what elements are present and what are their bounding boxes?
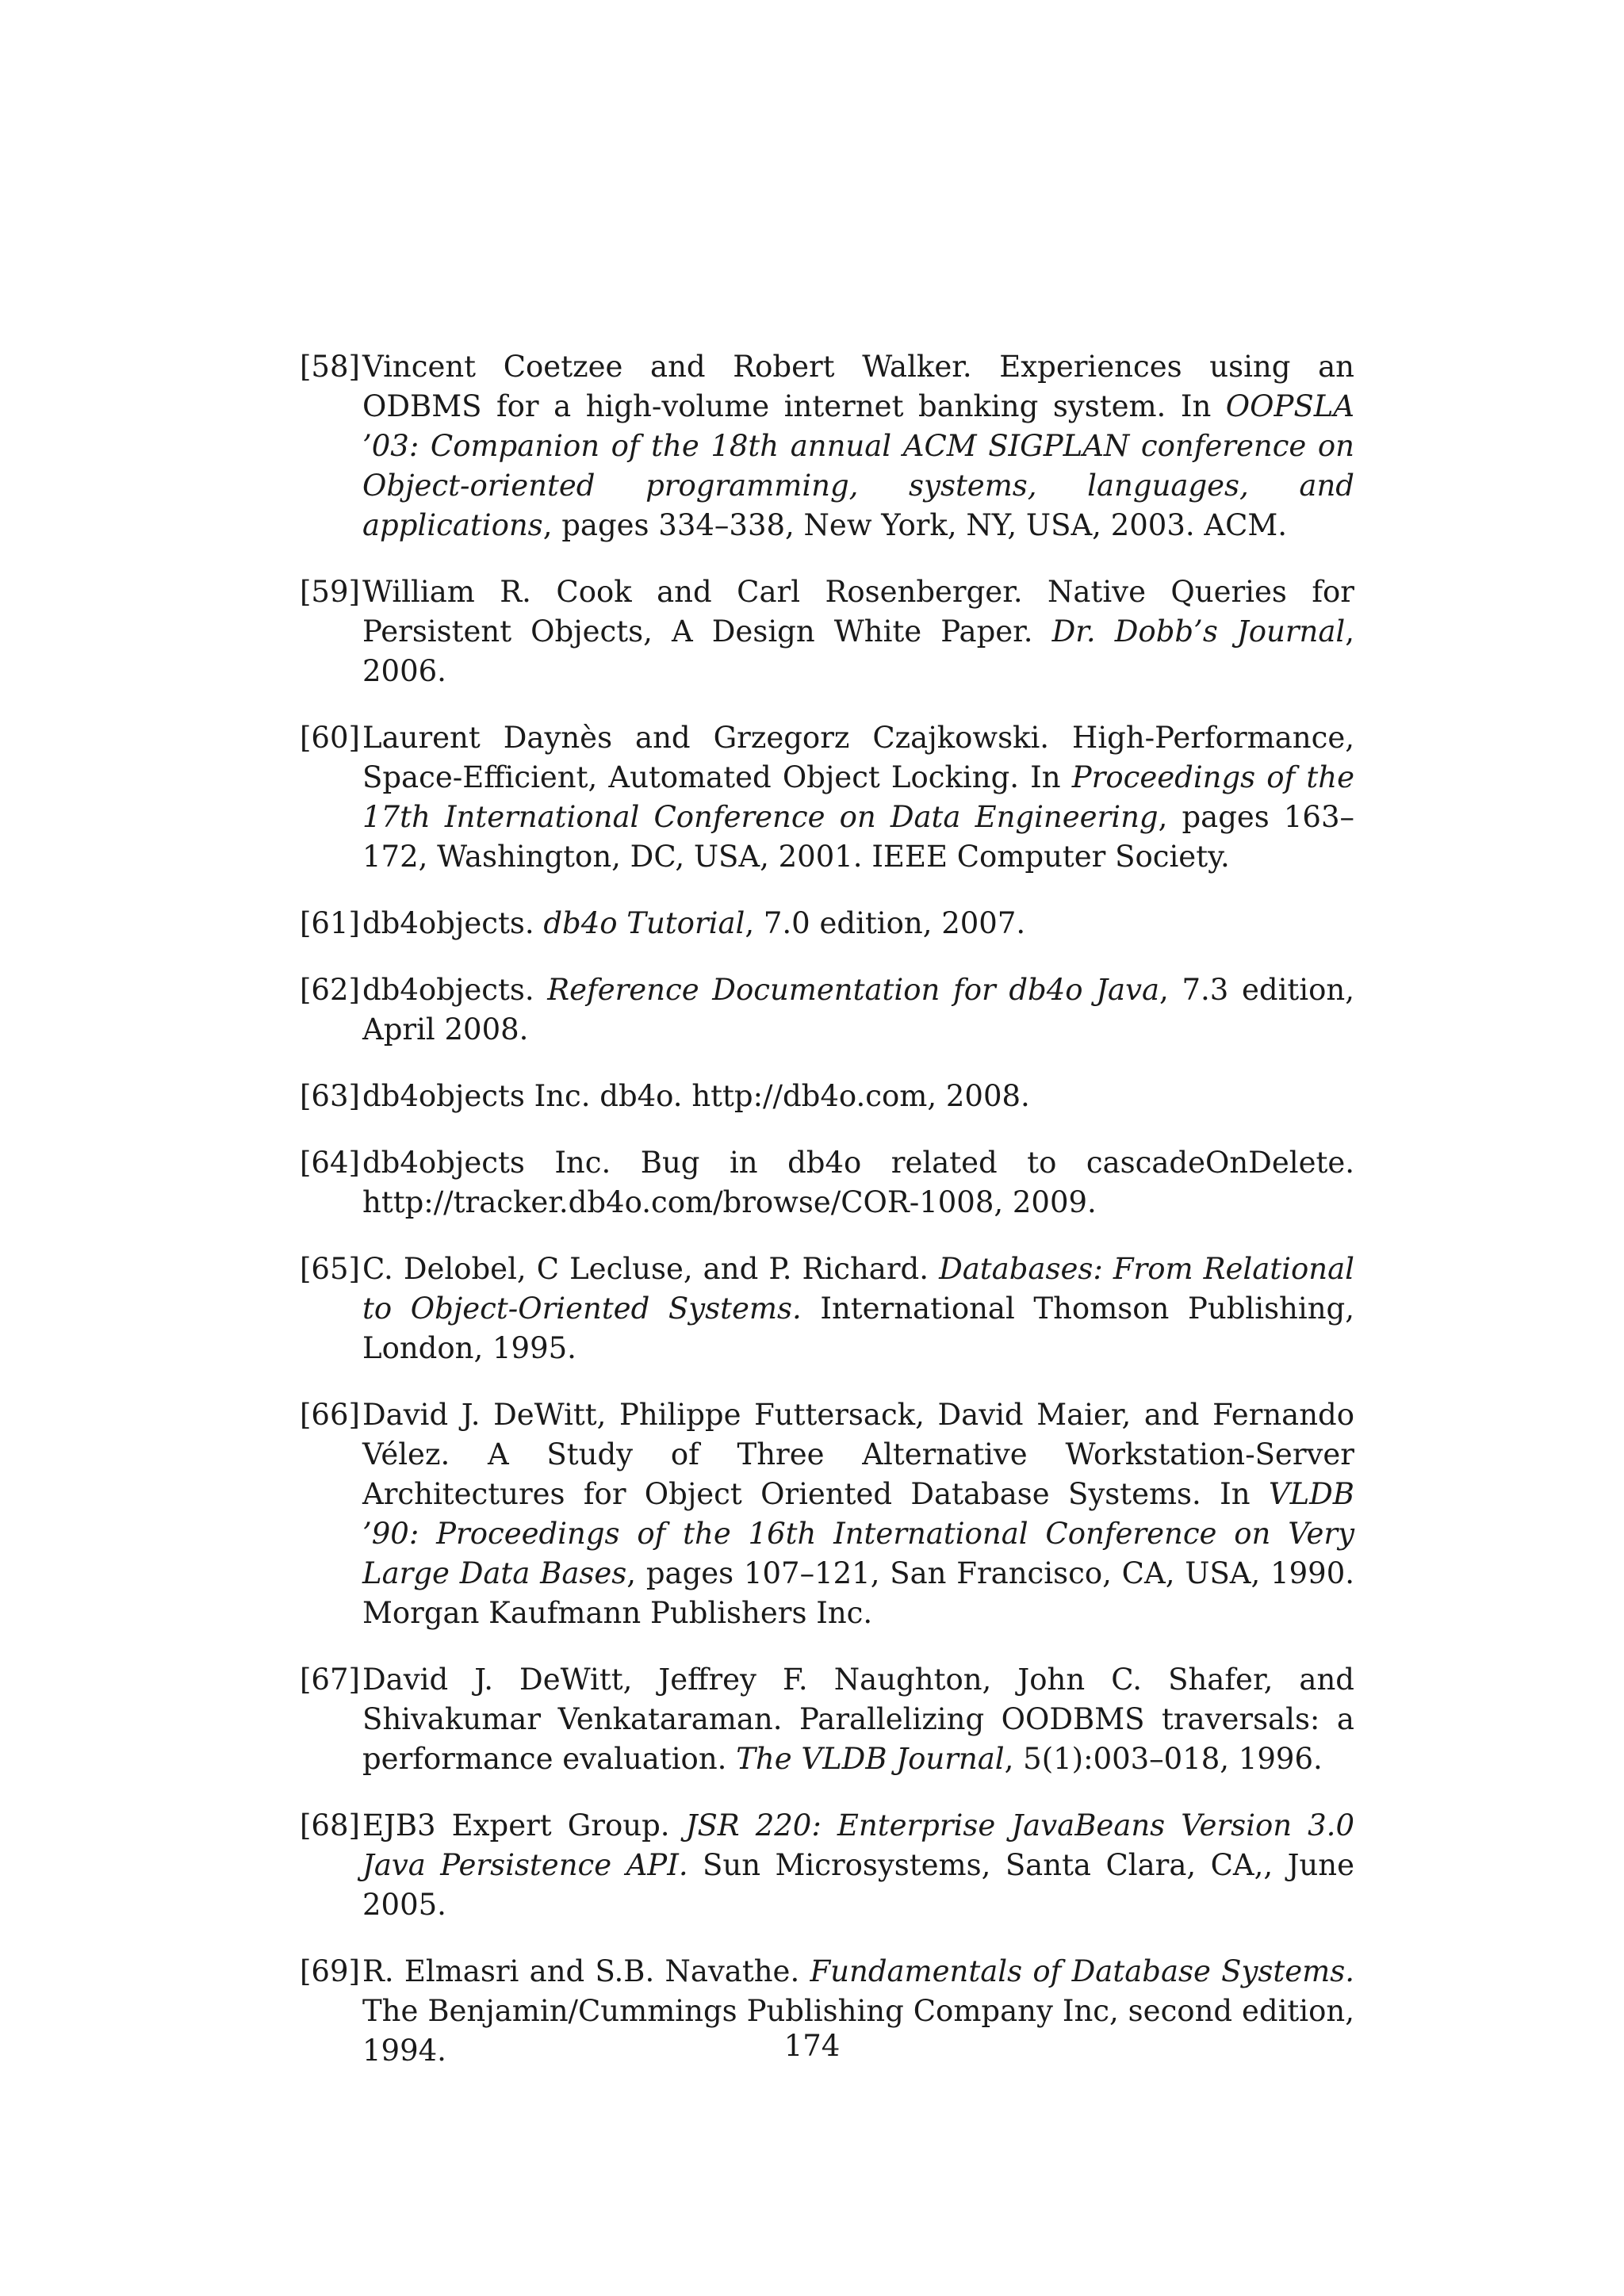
reference-segment: , pages 163–172, Washington, DC, USA, 2001. IEEE Computer Society.: [362, 800, 1354, 874]
reference-text: [362, 904, 1354, 943]
reference-text: [362, 1395, 1354, 1633]
reference-segment: Sun Microsystems, Santa Clara, CA,, June 2005.: [362, 1848, 1354, 1922]
reference-label: [63]: [300, 1079, 360, 1113]
reference-text: [362, 1143, 1354, 1223]
reference-segment: db4objects Inc. db4o. http://db4o.com, 2008.: [362, 1079, 1030, 1113]
reference-italic-segment: The VLDB Journal: [736, 1742, 1005, 1776]
reference-italic-segment: JSR 220: Enterprise JavaBeans Version 3.0 Java Persistence API.: [362, 1808, 1354, 1882]
reference-segment: Laurent Daynès and Grzegorz Czajkowski. High-Performance, Space-Efficient, Automated Object Locking. In: [362, 721, 1354, 794]
reference-entry: [300, 1395, 1354, 1633]
reference-segment: , 5(1):003–018, 1996.: [1004, 1742, 1323, 1776]
reference-text: [362, 1077, 1354, 1116]
reference-segment: David J. DeWitt, Jeffrey F. Naughton, John C. Shafer, and Shivakumar Venkataraman. Parallelizing OODBMS traversals: a performance evaluation.: [362, 1663, 1354, 1776]
reference-segment: Vincent Coetzee and Robert Walker. Experiences using an ODBMS for a high-volume internet banking system. In: [362, 350, 1354, 423]
reference-entry: [300, 1143, 1354, 1223]
reference-segment: , 7.3 edition, April 2008.: [362, 973, 1354, 1047]
reference-segment: , 2006.: [362, 614, 1355, 688]
reference-entry: [300, 1660, 1354, 1779]
reference-segment: David J. DeWitt, Philippe Futtersack, David Maier, and Fernando Vélez. A Study of Three Alternative Workstation-Server Architectures for Object Oriented Database Systems. In: [362, 1398, 1354, 1511]
reference-segment: , 7.0 edition, 2007.: [745, 906, 1026, 940]
reference-segment: db4objects.: [362, 973, 548, 1007]
reference-label: [68]: [300, 1808, 360, 1843]
reference-label: [69]: [300, 1954, 360, 1988]
reference-italic-segment: db4o Tutorial: [543, 906, 745, 940]
reference-italic-segment: Dr. Dobb’s Journal: [1051, 614, 1346, 649]
reference-label: [60]: [300, 721, 360, 755]
reference-segment: International Thomson Publishing, London, 1995.: [362, 1292, 1354, 1365]
reference-label: [59]: [300, 575, 360, 609]
reference-entry: [300, 572, 1354, 691]
reference-italic-segment: Reference Documentation for db4o Java: [547, 973, 1160, 1007]
reference-segment: , pages 334–338, New York, NY, USA, 2003. ACM.: [542, 508, 1288, 542]
reference-segment: , pages 107–121, San Francisco, CA, USA, 1990. Morgan Kaufmann Publishers Inc.: [362, 1556, 1354, 1630]
reference-segment: db4objects.: [362, 906, 544, 940]
reference-text: [362, 718, 1354, 877]
reference-segment: C. Delobel, C Lecluse, and P. Richard.: [362, 1252, 940, 1286]
reference-entry: [300, 347, 1354, 545]
reference-italic-segment: Proceedings of the 17th International Conference on Data Engineering: [362, 760, 1355, 834]
reference-segment: db4objects Inc. Bug in db4o related to cascadeOnDelete. http://tracker.db4o.com/browse/COR-1008, 2009.: [362, 1146, 1354, 1219]
reference-text: [362, 1249, 1354, 1368]
reference-label: [58]: [300, 350, 360, 384]
reference-text: [362, 970, 1354, 1050]
reference-entry: [300, 718, 1354, 877]
reference-label: [65]: [300, 1252, 360, 1286]
reference-text: [362, 1660, 1354, 1779]
reference-entry: [300, 904, 1354, 943]
reference-italic-segment: Databases: From Relational to Object-Oriented Systems.: [362, 1252, 1355, 1326]
reference-italic-segment: OOPSLA ’03: Companion of the 18th annual ACM SIGPLAN conference on Object-oriented programming, systems, languages, and applications: [362, 389, 1354, 542]
reference-entry: [300, 1249, 1354, 1368]
reference-segment: The Benjamin/Cummings Publishing Company Inc, second edition, 1994.: [362, 1994, 1354, 2068]
reference-label: [66]: [300, 1398, 360, 1432]
bibliography-list: [300, 347, 1354, 2098]
reference-italic-segment: VLDB ’90: Proceedings of the 16th International Conference on Very Large Data Bases: [362, 1477, 1354, 1590]
reference-segment: R. Elmasri and S.B. Navathe.: [362, 1954, 810, 1988]
reference-label: [64]: [300, 1146, 360, 1180]
reference-entry: [300, 970, 1354, 1050]
reference-segment: William R. Cook and Carl Rosenberger. Native Queries for Persistent Objects, A Design White Paper.: [362, 575, 1354, 649]
reference-text: [362, 1806, 1354, 1925]
reference-text: [362, 572, 1354, 691]
reference-entry: [300, 1806, 1354, 1925]
reference-label: [62]: [300, 973, 360, 1007]
page-number: 174: [783, 2029, 841, 2063]
reference-text: [362, 347, 1354, 545]
reference-italic-segment: Fundamentals of Database Systems.: [810, 1954, 1354, 1988]
reference-segment: EJB3 Expert Group.: [362, 1808, 686, 1843]
reference-label: [61]: [300, 906, 360, 940]
reference-label: [67]: [300, 1663, 360, 1697]
reference-entry: [300, 1077, 1354, 1116]
